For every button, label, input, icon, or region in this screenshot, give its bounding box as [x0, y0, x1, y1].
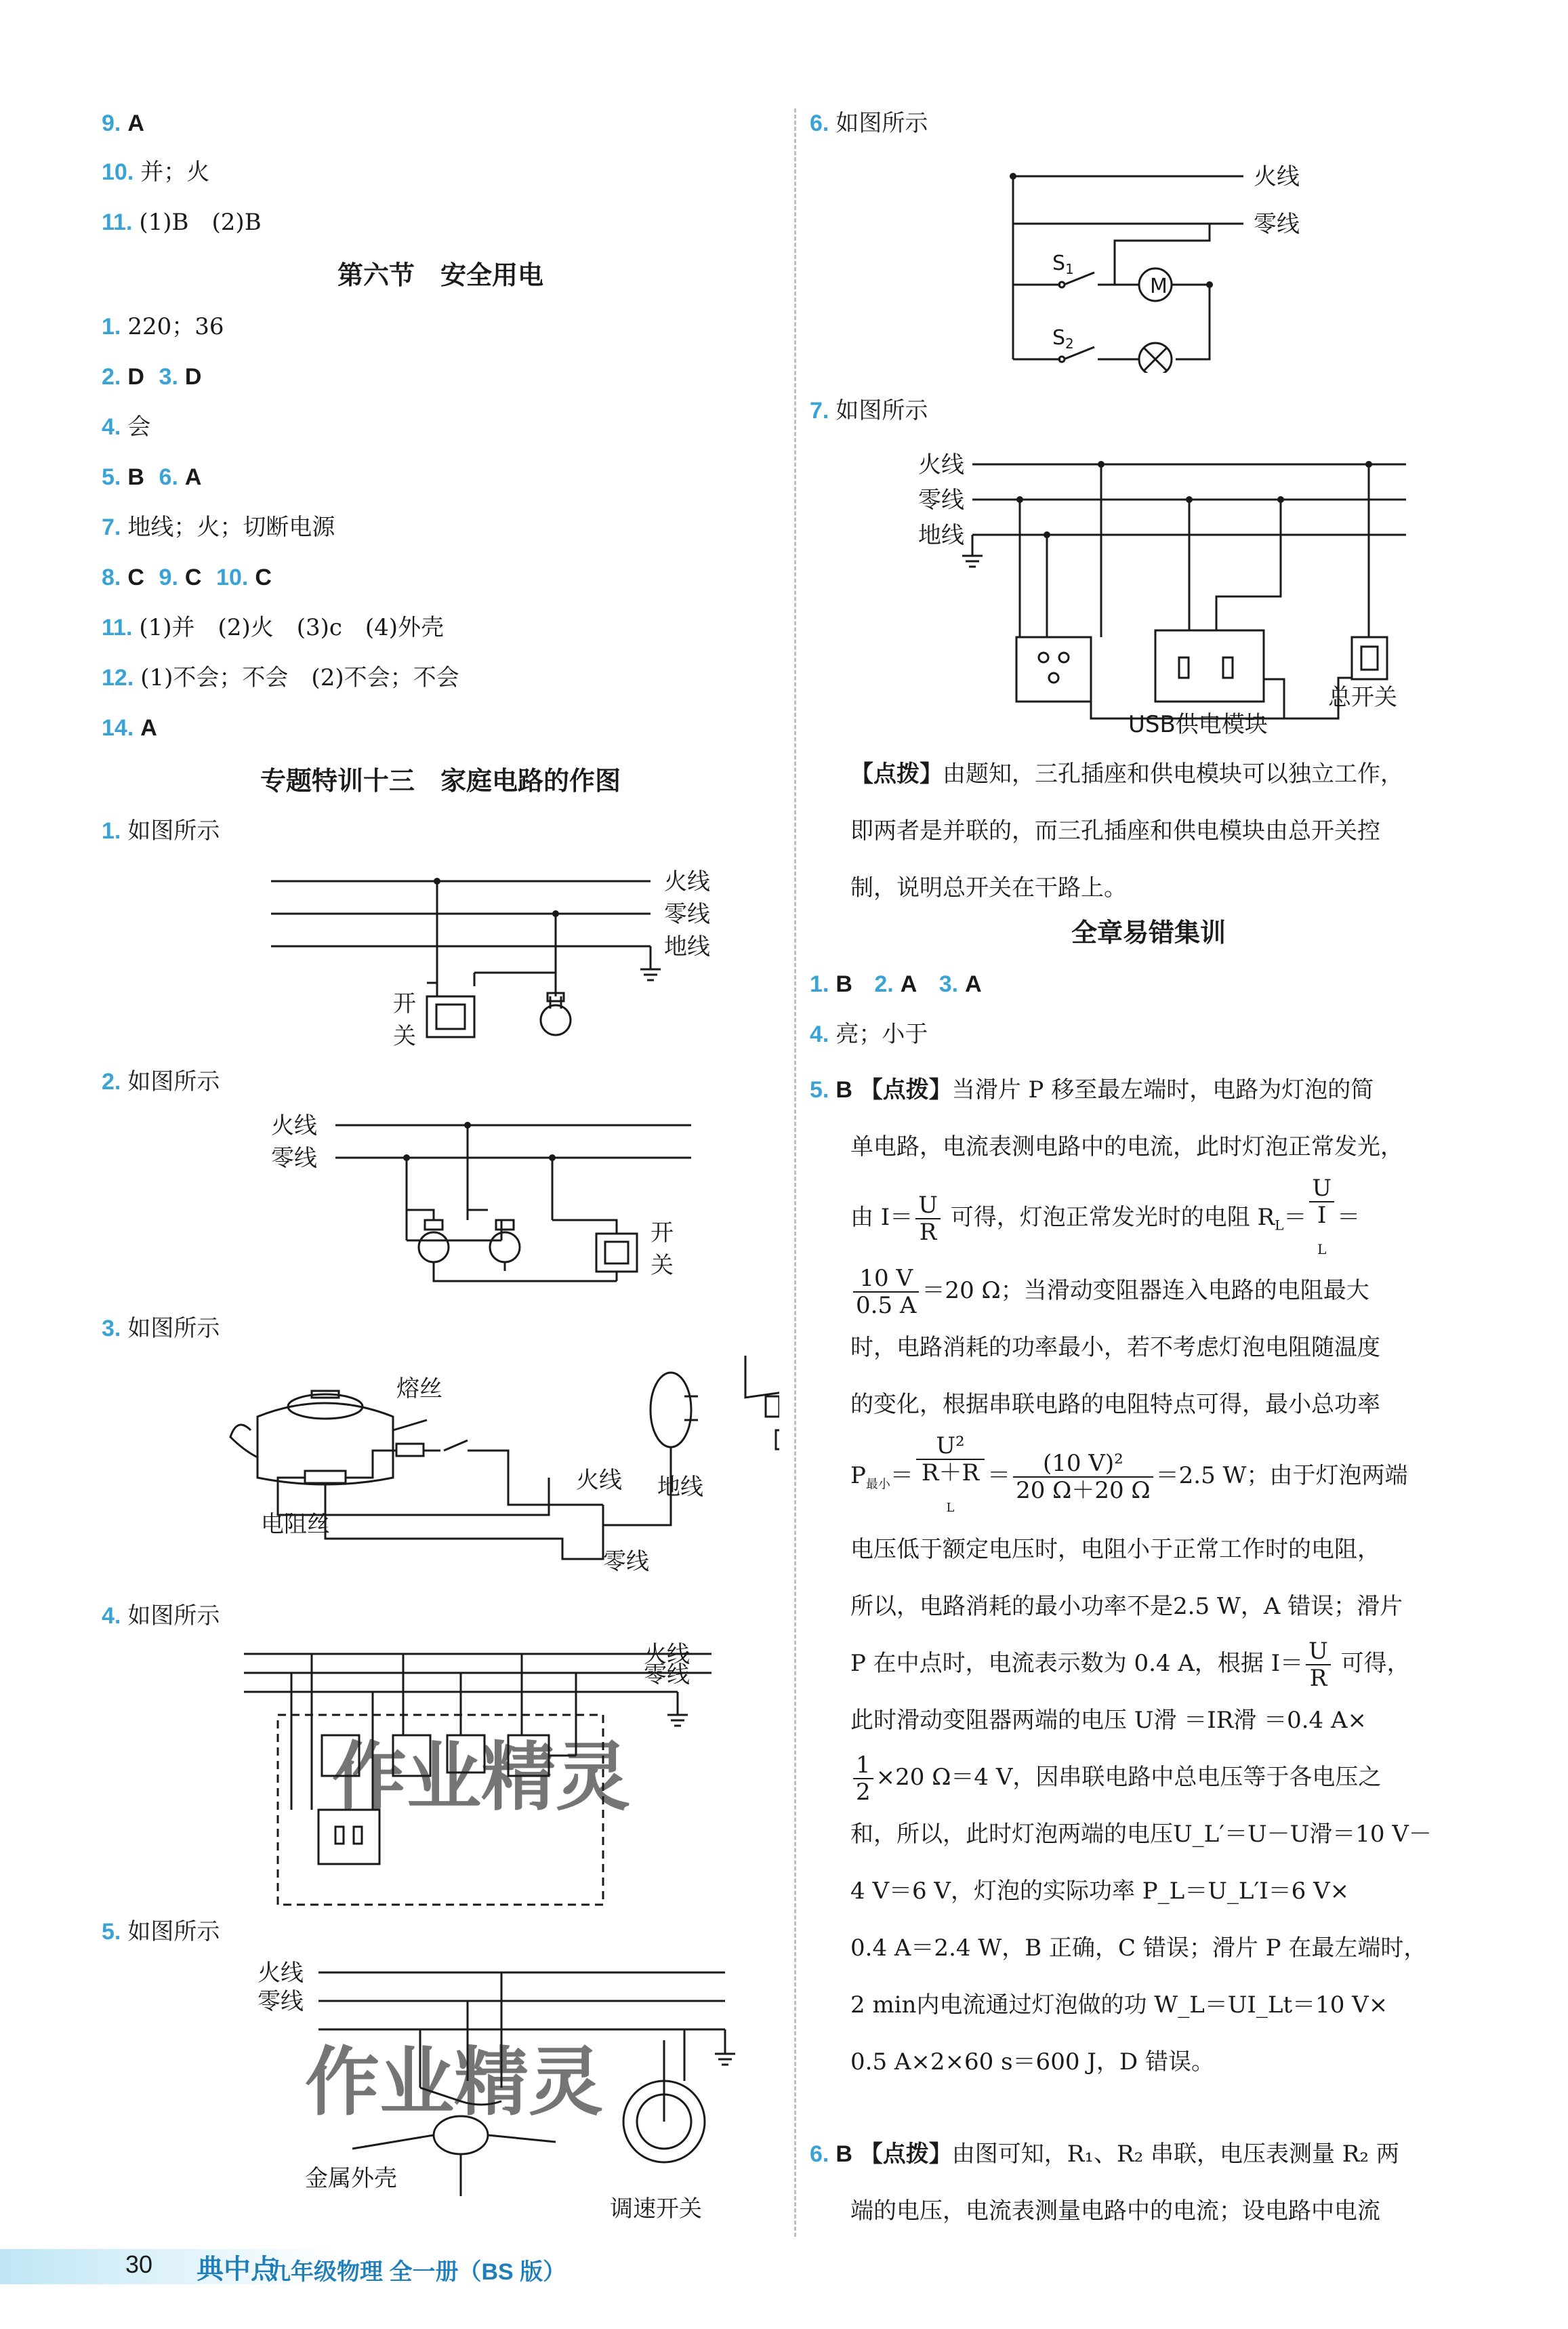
speed-switch-label: 调速开关 [610, 2195, 702, 2223]
answer-line: 1. B 2. A 3. A [810, 971, 982, 997]
fraction: $\frac{U}{R}$ [915, 1192, 941, 1245]
junction-dot [1044, 531, 1050, 538]
junction-dot [464, 1122, 471, 1129]
answer-line: 4. 如图所示 [102, 1602, 220, 1629]
fraction: U² R＋R $_L$ [916, 1433, 985, 1521]
answer-line: 7. 地线；火；切断电源 [102, 514, 335, 541]
neutral-wire-label: 零线 [271, 1145, 317, 1172]
switch-label: 开 [393, 990, 416, 1017]
fraction: $\frac{10 V}{0.5 A}$ [853, 1265, 919, 1318]
answer-line: 5. 如图所示 [102, 1918, 220, 1945]
main-switch-label: 总开关 [1328, 684, 1397, 711]
section-title: 专题特训十三 家庭电路的作图 [260, 767, 621, 796]
neutral-wire-label: 零线 [257, 1988, 304, 2015]
answer-line: 2. 如图所示 [102, 1068, 220, 1095]
ground-wire-label: 地线 [657, 1474, 703, 1501]
explanation-q5: 5. B 【点拨】当滑片 P 移至最左端时，电路为灯泡的简 单电路，电流表测电路中的电流，此时灯泡正常发光， 由 I＝ $\frac{U}{R}$ 可得，灯泡正常发光时的电阻 $R_L=$ U I $_L$ ＝ $\frac{10 V}{0.5 A}$ ＝20 Ω；当滑动变阻器连入电路的电阻最大 时，电路消耗的功率最小，若不考虑灯泡电阻随温度 的变化，根据串联电路的电阻特点可得，最小总功率 $P_{最小}=$ U² R＋R $_L$ ＝ $\frac{\text{(10 V)²}}{20 \Omega+20 \Omega}$ ＝2.5 W；由于灯泡两端 电压低于额定电压时，电阻小于正常工作时的电阻， 所以，电路消耗的最小功率不是2.5 W，A 错误；滑片 P 在中点时，电流表示数为 0.4 A，根据 I＝ $\frac{U}{R}$ 可得， 此时滑动变阻器两端的电压 U滑 ＝IR滑 ＝0.4 A× $\frac{1}{2}$ ×20 Ω＝4 V，因串联电路中总电压等于各电压之 和，所以，此时灯泡两端的电压U_L′＝U－U滑＝10 V－ 4 V＝6 V，灯泡的实际功率 P_L＝U_L′I＝6 V× 0.4 A＝2.4 W，B 正确，C 错误；滑片 P 在最左端时， 2 min内电流通过灯泡做的功 W_L＝UI_Lt＝10 V× 0.5 A×2×60 s＝600 J，D 错误。 [810, 1076, 1432, 2075]
answer-line: 11. (1)B (2)B [102, 209, 262, 236]
brand-logo: 典中点 [197, 2254, 278, 2284]
usb-module-label: USB供电模块 [1128, 711, 1268, 738]
ground-wire-label: 地线 [664, 933, 710, 960]
answer-line: 5. B 6. A [102, 464, 202, 490]
answer-line: 1. 如图所示 [102, 817, 220, 845]
answer-line: 14. A [102, 715, 157, 741]
answer-line: 7. 如图所示 [810, 397, 928, 424]
fraction: U I $_L$ [1309, 1175, 1334, 1262]
usb-circuit-figure-7 [905, 434, 1433, 739]
junction-dot [1186, 496, 1193, 503]
motor-symbol: M [1150, 275, 1168, 298]
junction-dot [1206, 281, 1213, 288]
answer-line: 9. A [102, 110, 144, 136]
ground-wire-label: 地线 [918, 522, 964, 549]
column-divider [794, 108, 796, 2237]
live-wire-label: 火线 [576, 1467, 622, 1494]
junction-dot [1277, 496, 1284, 503]
junction-dot [552, 910, 559, 917]
section-title: 第六节 安全用电 [337, 262, 543, 290]
circuit-figure-1 [271, 861, 759, 1057]
section-title: 全章易错集训 [1071, 919, 1226, 948]
answer-line: 6. 如图所示 [810, 110, 928, 137]
junction-dot [549, 1154, 556, 1161]
switch-s1-label: $S_1$ [1052, 251, 1074, 277]
fan-circuit-figure-5 [257, 1952, 772, 2223]
junction-dot [1016, 496, 1023, 503]
live-wire-label: 火线 [1254, 163, 1300, 190]
junction-dot [1010, 173, 1016, 180]
page-number: 30 [125, 2250, 153, 2278]
live-wire-label: 火线 [644, 1641, 690, 1668]
kettle-circuit-figure-3 [224, 1356, 779, 1600]
answer-line: 11. (1)并 (2)火 (3)c (4)外壳 [102, 614, 445, 641]
answer-line: 10. 并；火 [102, 159, 210, 186]
explanation-q6: 6. B 【点拨】由图可知，R₁、R₂ 串联，电压表测量 R₂ 两 端的电压，电流表测量电路中的电流；设电路中电流 [810, 2141, 1399, 2225]
watermark: 作业精灵 [332, 1734, 630, 1821]
switch-label: 关 [651, 1252, 674, 1279]
answer-line: 4. 亮；小于 [810, 1021, 928, 1048]
answer-line: 12. (1)不会；不会 (2)不会；不会 [102, 664, 459, 691]
neutral-wire-label: 零线 [603, 1548, 649, 1575]
fraction: $\frac{1}{2}$ [853, 1752, 873, 1805]
live-wire-label: 火线 [918, 451, 964, 479]
answer-line: 3. 如图所示 [102, 1315, 220, 1342]
live-wire-label: 火线 [664, 868, 710, 895]
switch-label: 开 [651, 1219, 674, 1247]
circuit-figure-2 [271, 1105, 759, 1288]
heater-label: 电阻丝 [261, 1511, 330, 1538]
circuit-figure-6 [999, 156, 1338, 373]
watermark: 作业精灵 [305, 2039, 603, 2126]
tip-paragraph: 【点拨】由题知，三孔插座和供电模块可以独立工作， 即两者是并联的，而三孔插座和供电模块由总开关控 制，说明总开关在干路上。 [850, 761, 1403, 902]
answer-line: 8. C 9. C 10. C [102, 565, 272, 590]
live-wire-label: 火线 [257, 1960, 304, 1987]
answer-line: 4. 会 [102, 413, 151, 441]
fraction: $\frac{\text{(10 V)²}}{20 \Omega+20 \Omega}$ [1013, 1451, 1153, 1503]
neutral-wire-label: 零线 [664, 901, 710, 928]
neutral-wire-label: 零线 [918, 487, 964, 514]
circuit-figure-4 [237, 1640, 766, 1911]
metal-shell-label: 金属外壳 [305, 2165, 397, 2192]
fraction: $\frac{U}{R}$ [1306, 1638, 1331, 1691]
neutral-wire-label: 零线 [644, 1661, 690, 1688]
neutral-wire-label: 零线 [1254, 211, 1300, 238]
switch-s2-label: $S_2$ [1052, 326, 1074, 352]
book-title: 九年级物理 全一册（BS 版） [268, 2259, 566, 2285]
answer-line: 2. D 3. D [102, 364, 202, 390]
live-wire-label: 火线 [271, 1112, 317, 1139]
junction-dot [1098, 461, 1105, 468]
switch-label: 关 [393, 1023, 416, 1050]
fuse-label: 熔丝 [396, 1375, 442, 1402]
junction-dot [403, 1154, 410, 1161]
answer-line: 1. 220；36 [102, 313, 224, 340]
junction-dot [1365, 461, 1372, 468]
junction-dot [434, 878, 440, 885]
